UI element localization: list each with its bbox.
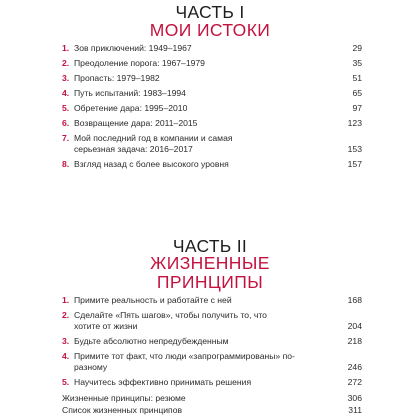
entry-page: 97 [352, 103, 362, 113]
part2-title: ЧАСТЬ II [172, 236, 248, 256]
extra-page: 306 [347, 393, 362, 403]
entry-page: 51 [352, 73, 362, 83]
entry-number: 3. [62, 336, 70, 346]
part1-title: ЧАСТЬ I [175, 2, 245, 22]
entry-page: 65 [352, 88, 362, 98]
entry-title: Примите реальность и работайте с ней [74, 295, 232, 305]
entry-number: 2. [62, 310, 70, 320]
entry-number: 2. [62, 58, 70, 68]
entry-number: 6. [62, 118, 70, 128]
entry-number: 5. [62, 103, 70, 113]
part2-toc-list [62, 295, 362, 392]
entry-page: 218 [347, 336, 362, 346]
toc-entry [62, 336, 362, 351]
entry-title: Научитесь эффективно принимать решения [74, 377, 252, 387]
part1-subtitle: МОИ ИСТОКИ [149, 20, 271, 40]
entry-page: 168 [347, 295, 362, 305]
toc-entry [62, 310, 362, 336]
entry-title: Примите тот факт, что люди «запрограммированы» по-разному [74, 351, 295, 372]
toc-entry [62, 118, 362, 133]
toc-entry [62, 133, 362, 159]
entry-number: 8. [62, 159, 70, 169]
entry-page: 246 [347, 362, 362, 372]
entry-page: 29 [352, 43, 362, 53]
entry-page: 35 [352, 58, 362, 68]
extra-page: 311 [348, 405, 362, 415]
entry-title: Пропасть: 1979–1982 [74, 73, 160, 83]
part2-extra-list [62, 393, 362, 417]
entry-number: 1. [62, 295, 70, 305]
toc-entry [62, 377, 362, 392]
entry-title: Взгляд назад с более высокого уровня [74, 159, 229, 169]
entry-number: 4. [62, 351, 70, 361]
entry-number: 5. [62, 377, 70, 387]
toc-entry [62, 295, 362, 310]
entry-title: Будьте абсолютно непредубежденным [74, 336, 229, 346]
entry-title: Путь испытаний: 1983–1994 [74, 88, 186, 98]
entry-page: 204 [347, 321, 362, 331]
extra-title: Список жизненных принципов [62, 405, 183, 415]
entry-page: 123 [347, 118, 362, 128]
entry-number: 4. [62, 88, 70, 98]
entry-title: Преодоление порога: 1967–1979 [74, 58, 205, 68]
entry-title: Обретение дара: 1995–2010 [74, 103, 188, 113]
entry-number: 3. [62, 73, 70, 83]
toc-entry [62, 43, 362, 58]
toc-entry [62, 88, 362, 103]
entry-page: 272 [347, 377, 362, 387]
toc-entry [62, 103, 362, 118]
entry-number: 1. [62, 43, 70, 53]
entry-number: 7. [62, 133, 70, 143]
entry-title: Сделайте «Пять шагов», чтобы получить то, что хотите от жизни [74, 310, 267, 331]
toc-extra-entry [62, 393, 362, 405]
part2-subtitle: ЖИЗНЕННЫЕ ПРИНЦИПЫ [150, 253, 270, 292]
toc-entry [62, 351, 362, 377]
entry-page: 157 [347, 159, 362, 169]
part1-toc-list [62, 43, 362, 174]
toc-extra-entry [62, 405, 362, 417]
extra-title: Жизненные принципы: резюме [62, 393, 186, 403]
entry-title: Зов приключений: 1949–1967 [74, 43, 192, 53]
toc-entry [62, 58, 362, 73]
toc-entry [62, 159, 362, 174]
entry-title: Мой последний год в компании и самая серьезная задача: 2016–2017 [74, 133, 233, 154]
entry-title: Возвращение дара: 2011–2015 [74, 118, 198, 128]
toc-entry [62, 73, 362, 88]
entry-page: 153 [347, 144, 362, 154]
